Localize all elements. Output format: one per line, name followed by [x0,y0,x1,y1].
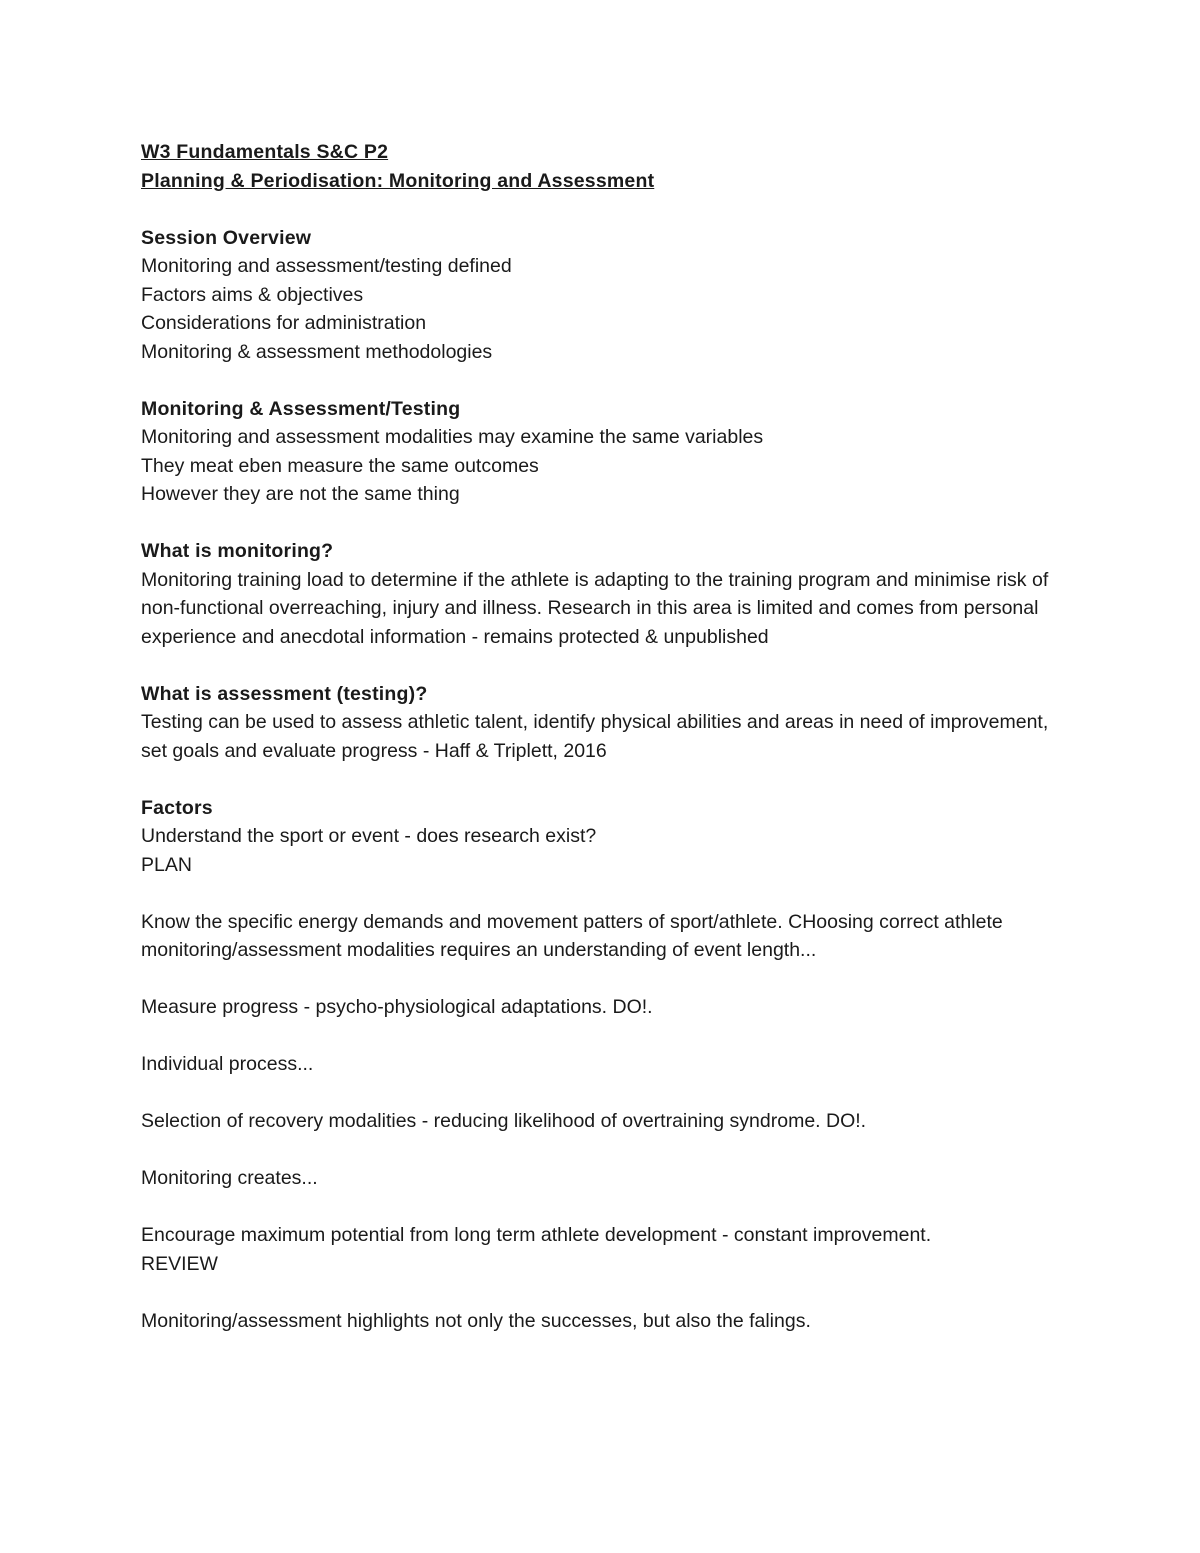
overview-line: Monitoring and assessment/testing defined [141,255,512,277]
factors-paragraph: Encourage maximum potential from long term athlete development - constant improvement. [141,1224,932,1246]
spacer [141,1193,1061,1222]
what-is-assessment-paragraph: Testing can be used to assess athletic talent, identify physical abilities and areas in need of improvement, set goals and evaluate progress - Haff & Triplett, 2016 [141,711,1049,762]
spacer [141,1079,1061,1108]
document-subtitle: Planning & Periodisation: Monitoring and Assessment [141,169,655,192]
spacer [141,1278,1061,1307]
factors-paragraph: Selection of recovery modalities - reducing likelihood of overtraining syndrome. DO!. [141,1110,867,1132]
factors-line: Understand the sport or event - does research exist? [141,825,597,847]
factors-line: PLAN [141,853,192,876]
monitoring-assessment-line: Monitoring and assessment modalities may examine the same variables [141,426,764,448]
section-heading-overview: Session Overview [141,226,312,249]
spacer [141,1136,1061,1165]
factors-paragraph: Monitoring/assessment highlights not only the successes, but also the falings. [141,1309,811,1332]
document-title: W3 Fundamentals S&C P2 [141,141,389,163]
spacer [141,195,1061,224]
factors-line: REVIEW [141,1252,218,1275]
spacer [141,651,1061,680]
spacer [141,366,1061,395]
factors-paragraph: Monitoring creates... [141,1167,318,1189]
factors-paragraph: Individual process... [141,1053,314,1075]
spacer [141,1022,1061,1051]
spacer [141,509,1061,538]
section-heading-monitoring-assessment: Monitoring & Assessment/Testing [141,397,461,420]
spacer [141,879,1061,908]
monitoring-assessment-line: They meat eben measure the same outcomes [141,454,539,477]
spacer [141,965,1061,994]
document-page [141,138,1061,1335]
what-is-monitoring-paragraph: Monitoring training load to determine if the athlete is adapting to the training program and minimise risk of non-functional overreaching, injury and illness. Research in this area is limited and comes from personal experience and anecdotal information - remains protected & unpublished [141,568,1049,648]
monitoring-assessment-line: However they are not the same thing [141,483,460,505]
factors-paragraph: Measure progress - psycho-physiological adaptations. DO!. [141,996,653,1018]
overview-line: Considerations for administration [141,312,427,334]
factors-paragraph: Know the specific energy demands and movement patters of sport/athlete. CHoosing correct athlete monitoring/assessment modalities requires an understanding of event length... [141,910,1003,961]
spacer [141,765,1061,794]
section-heading-what-is-monitoring: What is monitoring? [141,540,334,562]
section-heading-what-is-assessment: What is assessment (testing)? [141,682,428,705]
section-heading-factors: Factors [141,796,213,819]
overview-line: Factors aims & objectives [141,283,364,306]
overview-line: Monitoring & assessment methodologies [141,340,493,363]
